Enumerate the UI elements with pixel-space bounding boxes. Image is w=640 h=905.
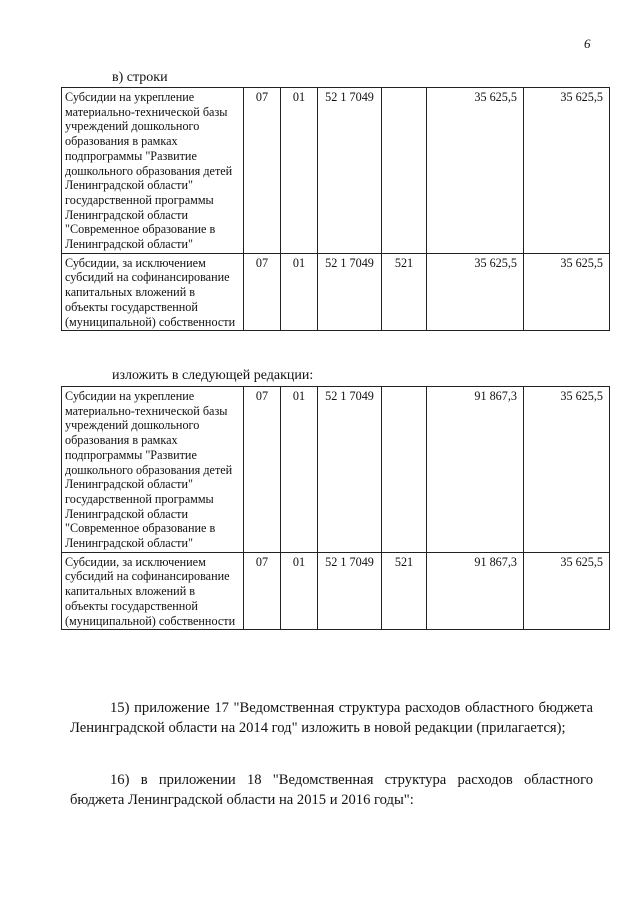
sum-year-1: 91 867,3 <box>427 387 524 553</box>
intro-before: в) строки <box>112 70 168 85</box>
page-number: 6 <box>584 36 591 51</box>
intro-after: изложить в следующей редакции: <box>112 368 314 383</box>
row-name: Субсидии, за исключением субсидий на софинансирование капитальных вложений в объекты государственной (муниципальной) собственности <box>62 253 244 331</box>
table-row <box>62 88 610 254</box>
row-name: Субсидии на укрепление материально-технической базы учреждений дошкольного образования в рамках подпрограммы "Развитие дошкольного образования детей Ленинградской области" государственной программы Ленинградской области "Современное образование в Ленинградской области" <box>62 387 244 553</box>
section-code: 07 <box>244 552 281 630</box>
budget-table-after <box>61 386 610 630</box>
paragraph-15 <box>70 698 593 738</box>
subsection-code: 01 <box>281 253 318 331</box>
section-code: 07 <box>244 387 281 553</box>
expense-type-code <box>382 387 427 553</box>
paragraph-16 <box>70 770 593 810</box>
sum-year-1: 91 867,3 <box>427 552 524 630</box>
target-article-code: 52 1 7049 <box>318 387 382 553</box>
subsection-code: 01 <box>281 387 318 553</box>
expense-type-code: 521 <box>382 552 427 630</box>
section-code: 07 <box>244 88 281 254</box>
section-code: 07 <box>244 253 281 331</box>
sum-year-2: 35 625,5 <box>524 253 610 331</box>
target-article-code: 52 1 7049 <box>318 88 382 254</box>
sum-year-2: 35 625,5 <box>524 387 610 553</box>
target-article-code: 52 1 7049 <box>318 552 382 630</box>
sum-year-1: 35 625,5 <box>427 88 524 254</box>
subsection-code: 01 <box>281 552 318 630</box>
sum-year-1: 35 625,5 <box>427 253 524 331</box>
row-name: Субсидии, за исключением субсидий на софинансирование капитальных вложений в объекты государственной (муниципальной) собственности <box>62 552 244 630</box>
target-article-code: 52 1 7049 <box>318 253 382 331</box>
sum-year-2: 35 625,5 <box>524 88 610 254</box>
table-row <box>62 253 610 331</box>
expense-type-code <box>382 88 427 254</box>
budget-table-before <box>61 87 610 331</box>
paragraph-15-text: 15) приложение 17 "Ведомственная структура расходов областного бюджета Ленинградской области на 2014 год" изложить в новой редакции (прилагается); <box>70 699 593 736</box>
subsection-code: 01 <box>281 88 318 254</box>
sum-year-2: 35 625,5 <box>524 552 610 630</box>
paragraph-16-text: 16) в приложении 18 "Ведомственная структура расходов областного бюджета Ленинградской области на 2015 и 2016 годы": <box>70 771 593 808</box>
table-row <box>62 387 610 553</box>
row-name: Субсидии на укрепление материально-технической базы учреждений дошкольного образования в рамках подпрограммы "Развитие дошкольного образования детей Ленинградской области" государственной программы Ленинградской области "Современное образование в Ленинградской области" <box>62 88 244 254</box>
expense-type-code: 521 <box>382 253 427 331</box>
table-row <box>62 552 610 630</box>
